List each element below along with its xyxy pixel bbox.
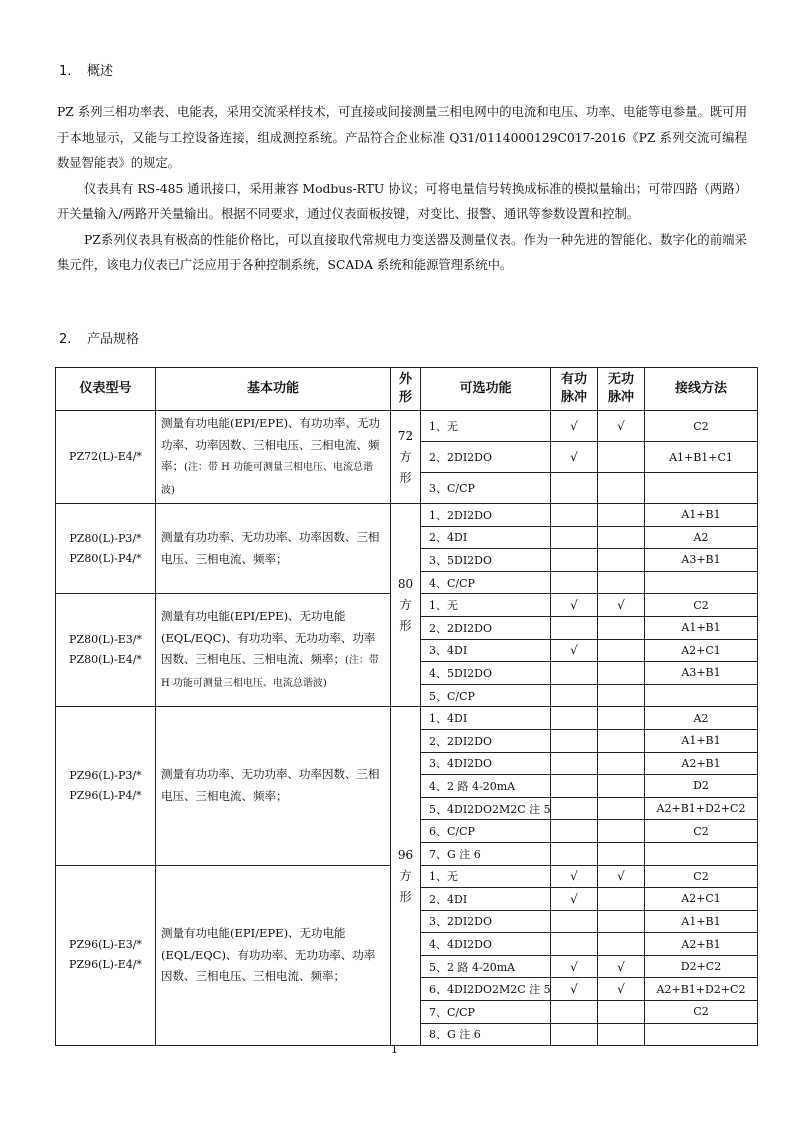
model-name: PZ96(L)-P4/* bbox=[69, 788, 142, 802]
option-cell: 1、2DI2DO bbox=[421, 504, 551, 527]
active-pulse-cell bbox=[551, 549, 598, 572]
shape-cell bbox=[391, 504, 421, 707]
table-row bbox=[56, 411, 758, 442]
section-1-heading bbox=[59, 60, 113, 79]
model-cell bbox=[56, 594, 156, 707]
option-cell: 3、2DI2DO bbox=[421, 910, 551, 933]
shape-text: 形 bbox=[399, 470, 412, 485]
reactive-pulse-cell bbox=[598, 473, 645, 504]
reactive-pulse-cell bbox=[598, 1023, 645, 1046]
model-name: PZ80(L)-P3/* bbox=[69, 531, 142, 545]
option-cell: 1、4DI bbox=[421, 707, 551, 730]
model-name: PZ80(L)-E4/* bbox=[69, 653, 142, 667]
wiring-cell: C2 bbox=[645, 594, 758, 617]
reactive-pulse-cell bbox=[598, 639, 645, 662]
reactive-pulse-cell bbox=[598, 526, 645, 549]
page-number: 1 bbox=[391, 1043, 398, 1056]
wiring-cell bbox=[645, 1023, 758, 1046]
active-pulse-cell bbox=[551, 797, 598, 820]
table-row bbox=[56, 707, 758, 730]
wiring-cell: A1+B1 bbox=[645, 616, 758, 639]
wiring-cell: A2+B1 bbox=[645, 933, 758, 956]
active-pulse-cell bbox=[551, 684, 598, 707]
section-2-title: 产品规格 bbox=[87, 332, 140, 347]
active-pulse-cell: √ bbox=[551, 865, 598, 888]
section-2-number: 2. bbox=[59, 332, 72, 347]
reactive-pulse-cell bbox=[598, 504, 645, 527]
shape-cell bbox=[391, 707, 421, 1046]
option-cell: 1、无 bbox=[421, 411, 551, 442]
reactive-pulse-cell: √ bbox=[598, 978, 645, 1001]
option-cell: 2、4DI bbox=[421, 526, 551, 549]
active-pulse-cell bbox=[551, 473, 598, 504]
basic-function-text: 测量有功电能(EPI/EPE)、无功电能(EQL/EQC)、有功功率、无功功率、功率因数、三相电压、三相电流、频率； bbox=[161, 926, 376, 984]
header-active-pulse: 有功 脉冲 bbox=[551, 368, 598, 411]
shape-text: 方 bbox=[399, 868, 412, 883]
option-cell: 6、4DI2DO2M2C 注 5 bbox=[421, 978, 551, 1001]
active-pulse-cell bbox=[551, 820, 598, 843]
active-pulse-cell: √ bbox=[551, 594, 598, 617]
model-name: PZ96(L)-P3/* bbox=[69, 768, 142, 782]
active-pulse-cell: √ bbox=[551, 978, 598, 1001]
model-cell bbox=[56, 707, 156, 865]
reactive-pulse-cell bbox=[598, 684, 645, 707]
wiring-cell: D2+C2 bbox=[645, 955, 758, 978]
reactive-pulse-cell bbox=[598, 910, 645, 933]
option-cell: 4、4DI2DO bbox=[421, 933, 551, 956]
overview-paragraph-2: 仪表具有 RS-485 通讯接口，采用兼容 Modbus-RTU 协议；可将电量信号转换成标准的模拟量输出；可带四路（两路）开关量输入/两路开关量输出。根据不同要求，通过仪表面板按键，对变比、报警、通讯等参数设置和控制。 bbox=[57, 181, 747, 221]
active-pulse-cell bbox=[551, 662, 598, 685]
header-model: 仪表型号 bbox=[56, 368, 156, 411]
function-note: (注：带 H 功能可测量三相电压、电流总谐波) bbox=[161, 462, 373, 496]
reactive-pulse-cell bbox=[598, 752, 645, 775]
option-cell: 2、2DI2DO bbox=[421, 616, 551, 639]
reactive-pulse-cell bbox=[598, 775, 645, 798]
reactive-pulse-cell: √ bbox=[598, 955, 645, 978]
active-pulse-cell bbox=[551, 707, 598, 730]
reactive-pulse-cell bbox=[598, 1001, 645, 1024]
reactive-pulse-cell bbox=[598, 442, 645, 473]
basic-function-text: 测量有功电能(EPI/EPE)、有功功率、无功功率、功率因数、三相电压、三相电流、频率； bbox=[161, 416, 381, 473]
overview-paragraph-3: PZ系列仪表具有极高的性能价格比，可以直接取代常规电力变送器及测量仪表。作为一种先进的智能化、数字化的前端采集元件，该电力仪表已广泛应用于各种控制系统，SCADA 系统和能源管理系统中。 bbox=[57, 232, 747, 272]
basic-function-cell bbox=[156, 707, 391, 865]
wiring-cell: A3+B1 bbox=[645, 662, 758, 685]
overview-text bbox=[57, 100, 747, 279]
active-pulse-cell bbox=[551, 910, 598, 933]
model-name: PZ72(L)-E4/* bbox=[69, 450, 142, 463]
wiring-cell: A1+B1 bbox=[645, 729, 758, 752]
wiring-cell: D2 bbox=[645, 775, 758, 798]
basic-function-cell bbox=[156, 504, 391, 594]
reactive-pulse-cell: √ bbox=[598, 411, 645, 442]
header-shape: 外 形 bbox=[391, 368, 421, 411]
basic-function-text: 测量有功功率、无功功率、功率因数、三相电压、三相电流、频率； bbox=[161, 530, 380, 566]
section-2-heading bbox=[59, 328, 139, 347]
wiring-cell: C2 bbox=[645, 865, 758, 888]
shape-cell bbox=[391, 411, 421, 504]
basic-function-cell bbox=[156, 865, 391, 1046]
active-pulse-cell bbox=[551, 616, 598, 639]
header-wiring: 接线方法 bbox=[645, 368, 758, 411]
option-cell: 5、2 路 4-20mA bbox=[421, 955, 551, 978]
model-name: PZ96(L)-E3/* bbox=[69, 938, 142, 952]
option-cell: 2、4DI bbox=[421, 888, 551, 911]
reactive-pulse-cell bbox=[598, 888, 645, 911]
shape-text: 形 bbox=[399, 889, 412, 904]
reactive-pulse-cell bbox=[598, 842, 645, 865]
active-pulse-cell: √ bbox=[551, 411, 598, 442]
function-note: (注：带 H 功能可测量三相电压、电流总谐波) bbox=[161, 655, 379, 689]
wiring-cell bbox=[645, 571, 758, 594]
shape-text: 80 bbox=[397, 576, 414, 591]
active-pulse-cell: √ bbox=[551, 955, 598, 978]
active-pulse-cell bbox=[551, 933, 598, 956]
active-pulse-cell: √ bbox=[551, 442, 598, 473]
wiring-cell: A1+B1 bbox=[645, 504, 758, 527]
option-cell: 2、2DI2DO bbox=[421, 442, 551, 473]
active-pulse-cell bbox=[551, 775, 598, 798]
option-cell: 4、C/CP bbox=[421, 571, 551, 594]
active-pulse-cell bbox=[551, 571, 598, 594]
table-header-row bbox=[56, 368, 758, 411]
active-pulse-cell bbox=[551, 842, 598, 865]
wiring-cell: C2 bbox=[645, 411, 758, 442]
option-cell: 3、C/CP bbox=[421, 473, 551, 504]
reactive-pulse-cell bbox=[598, 820, 645, 843]
reactive-pulse-cell bbox=[598, 707, 645, 730]
reactive-pulse-cell bbox=[598, 662, 645, 685]
shape-text: 96 bbox=[397, 847, 414, 862]
section-1-number: 1. bbox=[59, 64, 72, 79]
reactive-pulse-cell bbox=[598, 616, 645, 639]
model-cell bbox=[56, 504, 156, 594]
wiring-cell bbox=[645, 842, 758, 865]
active-pulse-cell: √ bbox=[551, 888, 598, 911]
option-cell: 5、4DI2DO2M2C 注 5 bbox=[421, 797, 551, 820]
table-row bbox=[56, 504, 758, 527]
wiring-cell: A1+B1 bbox=[645, 910, 758, 933]
option-cell: 6、C/CP bbox=[421, 820, 551, 843]
reactive-pulse-cell bbox=[598, 933, 645, 956]
spec-table bbox=[55, 367, 758, 1046]
wiring-cell: A1+B1+C1 bbox=[645, 442, 758, 473]
wiring-cell bbox=[645, 684, 758, 707]
wiring-cell: A2+B1 bbox=[645, 752, 758, 775]
active-pulse-cell: √ bbox=[551, 639, 598, 662]
header-reactive-pulse: 无功 脉冲 bbox=[598, 368, 645, 411]
wiring-cell bbox=[645, 473, 758, 504]
option-cell: 2、2DI2DO bbox=[421, 729, 551, 752]
shape-text: 方 bbox=[399, 449, 412, 464]
active-pulse-cell bbox=[551, 752, 598, 775]
option-cell: 4、5DI2DO bbox=[421, 662, 551, 685]
wiring-cell: C2 bbox=[645, 1001, 758, 1024]
shape-text: 形 bbox=[399, 618, 412, 633]
wiring-cell: A2+B1+D2+C2 bbox=[645, 797, 758, 820]
option-cell: 8、G 注 6 bbox=[421, 1023, 551, 1046]
option-cell: 1、无 bbox=[421, 594, 551, 617]
active-pulse-cell bbox=[551, 729, 598, 752]
option-cell: 3、4DI2DO bbox=[421, 752, 551, 775]
model-name: PZ96(L)-E4/* bbox=[69, 958, 142, 972]
model-name: PZ80(L)-E3/* bbox=[69, 633, 142, 647]
active-pulse-cell bbox=[551, 1001, 598, 1024]
option-cell: 3、5DI2DO bbox=[421, 549, 551, 572]
option-cell: 3、4DI bbox=[421, 639, 551, 662]
wiring-cell: A3+B1 bbox=[645, 549, 758, 572]
active-pulse-cell bbox=[551, 1023, 598, 1046]
overview-paragraph-1: PZ 系列三相功率表、电能表，采用交流采样技术，可直接或间接测量三相电网中的电流和电压、功率、电能等电参量。既可用于本地显示，又能与工控设备连接，组成测控系统。产品符合企业标准 Q31/0114000129C017-2016《PZ 系列交流可编程数显智能表》的规定。 bbox=[57, 105, 747, 170]
wiring-cell: A2+C1 bbox=[645, 639, 758, 662]
reactive-pulse-cell bbox=[598, 549, 645, 572]
basic-function-text: 测量有功功率、无功功率、功率因数、三相电压、三相电流、频率； bbox=[161, 767, 380, 803]
model-name: PZ80(L)-P4/* bbox=[69, 551, 142, 565]
option-cell: 5、C/CP bbox=[421, 684, 551, 707]
wiring-cell: C2 bbox=[645, 820, 758, 843]
basic-function-cell bbox=[156, 411, 391, 504]
basic-function-cell bbox=[156, 594, 391, 707]
reactive-pulse-cell bbox=[598, 729, 645, 752]
option-cell: 7、G 注 6 bbox=[421, 842, 551, 865]
section-1-title: 概述 bbox=[87, 64, 114, 79]
model-cell bbox=[56, 865, 156, 1046]
reactive-pulse-cell: √ bbox=[598, 594, 645, 617]
reactive-pulse-cell: √ bbox=[598, 865, 645, 888]
active-pulse-cell bbox=[551, 504, 598, 527]
wiring-cell: A2 bbox=[645, 707, 758, 730]
option-cell: 1、无 bbox=[421, 865, 551, 888]
reactive-pulse-cell bbox=[598, 797, 645, 820]
wiring-cell: A2 bbox=[645, 526, 758, 549]
option-cell: 4、2 路 4-20mA bbox=[421, 775, 551, 798]
wiring-cell: A2+B1+D2+C2 bbox=[645, 978, 758, 1001]
reactive-pulse-cell bbox=[598, 571, 645, 594]
wiring-cell: A2+C1 bbox=[645, 888, 758, 911]
active-pulse-cell bbox=[551, 526, 598, 549]
header-options: 可选功能 bbox=[421, 368, 551, 411]
shape-text: 72 bbox=[397, 428, 414, 443]
shape-text: 方 bbox=[399, 597, 412, 612]
header-basic-function: 基本功能 bbox=[156, 368, 391, 411]
basic-function-text: 测量有功电能(EPI/EPE)、无功电能(EQL/EQC)、有功功率、无功功率、功率因数、三相电压、三相电流、频率； bbox=[161, 609, 376, 667]
model-cell bbox=[56, 411, 156, 504]
option-cell: 7、C/CP bbox=[421, 1001, 551, 1024]
